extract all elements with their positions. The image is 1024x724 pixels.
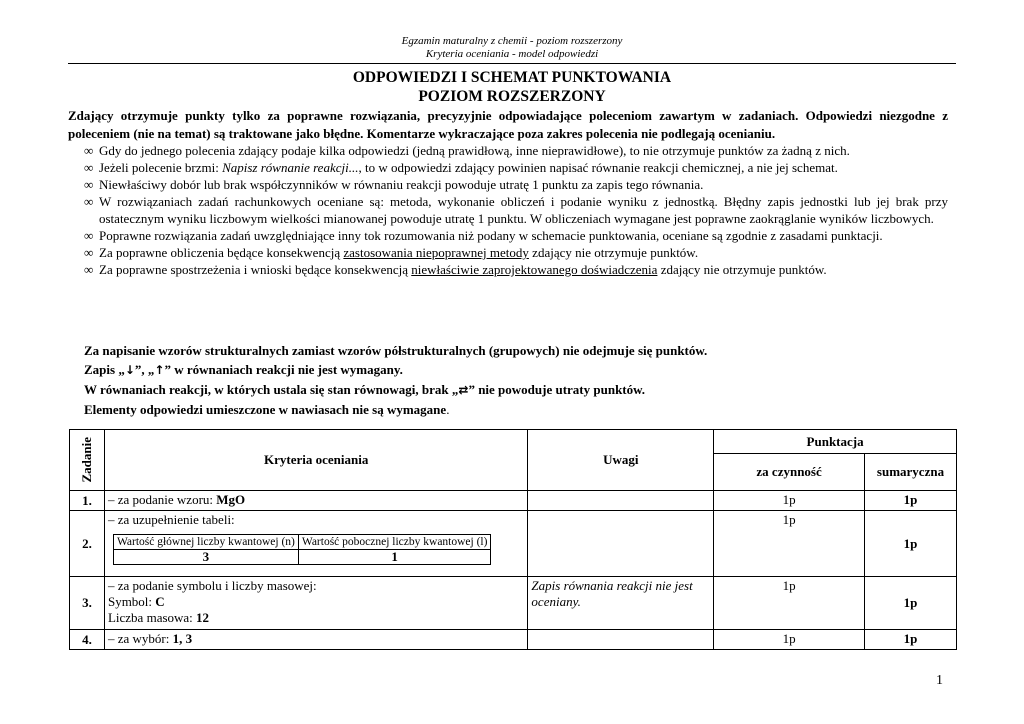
note-equilibrium: W równaniach reakcji, w których ustala się stan równowagi, brak „⇄” nie powoduje utraty punktów. <box>84 382 646 397</box>
table-row <box>70 511 957 577</box>
remarks-cell <box>528 511 714 577</box>
header-sumaryczna: sumaryczna <box>865 454 957 491</box>
remarks-cell <box>528 630 714 650</box>
points-activity: 1p <box>714 511 865 577</box>
title-line-1: ODPOWIEDZI I SCHEMAT PUNKTOWANIA <box>352 69 672 86</box>
criteria-table <box>69 429 957 650</box>
rule-item: ∞ W rozwiązaniach zadań rachunkowych oceniane są: metoda, wykonanie obliczeń i podanie wyniku z jednostką. Błędny zapis jednostki lub jej brak przy ostatecznym wyniku liczbowym wielkości mianowanej powoduje utratę 1 punktu. W obliczeniach wymagane jest poprawne zaokrąglanie wyników liczbowych. <box>84 194 948 226</box>
points-total: 1p <box>865 630 957 650</box>
inner-value-n: 3 <box>113 550 298 565</box>
note-arrows: Zapis „↓”, „↑” w równaniach reakcji nie jest wymagany. <box>84 362 403 377</box>
note-structural-formulas: Za napisanie wzorów strukturalnych zamiast wzorów półstrukturalnych (grupowych) nie odejmuje się punktów. <box>84 343 708 358</box>
rule-item: ∞ Za poprawne spostrzeżenia i wnioski będące konsekwencją niewłaściwie zaprojektowanego doświadczenia zdający nie otrzymuje punktów. <box>84 262 827 277</box>
up-arrow-icon: ↑ <box>154 363 165 377</box>
page-header <box>68 35 956 61</box>
points-total: 1p <box>865 577 957 630</box>
task-number: 3. <box>70 577 105 630</box>
document-title <box>68 68 956 106</box>
remarks-cell: Zapis równania reakcji nie jest oceniany. <box>528 577 714 630</box>
header-punktacja: Punktacja <box>714 430 957 454</box>
header-line-1: Egzamin maturalny z chemii - poziom rozszerzony <box>401 35 623 47</box>
bullet-icon: ∞ <box>84 177 94 192</box>
task-number: 4. <box>70 630 105 650</box>
table-row <box>70 491 957 511</box>
down-arrow-icon: ↓ <box>124 363 135 377</box>
criteria-cell: – za podanie symbolu i liczby masowej: Symbol: C Liczba masowa: 12 <box>104 577 527 630</box>
rules-list <box>84 142 948 278</box>
points-activity: 1p <box>714 491 865 511</box>
header-divider <box>68 63 956 64</box>
header-zadanie: Zadanie <box>70 430 105 491</box>
bullet-icon: ∞ <box>84 245 94 260</box>
header-kryteria: Kryteria oceniania <box>104 430 527 491</box>
equilibrium-arrow-icon: ⇄ <box>458 383 469 397</box>
rule-item: ∞ Poprawne rozwiązania zadań uwzględniające inny tok rozumowania niż podany w schemacie punktowania, oceniane są zgodnie z zasadami punktacji. <box>84 228 883 243</box>
bullet-icon: ∞ <box>84 228 94 243</box>
notes-block <box>84 341 948 419</box>
bullet-icon: ∞ <box>84 160 94 175</box>
criteria-cell: – za podanie wzoru: MgO <box>104 491 527 511</box>
title-line-2: POZIOM ROZSZERZONY <box>418 88 606 105</box>
bullet-icon: ∞ <box>84 262 94 277</box>
intro-paragraph: Zdający otrzymuje punkty tylko za poprawne rozwiązania, precyzyjnie odpowiadające poleceniom zawartym w zadaniach. Odpowiedzi niezgodne z poleceniem (nie na temat) są traktowane jako błędne. Komentarze wykraczające poza zakres polecenia nie podlegają ocenianiu. <box>68 108 948 141</box>
header-line-2: Kryteria oceniania - model odpowiedzi <box>425 48 599 60</box>
remarks-cell <box>528 491 714 511</box>
rule-item: ∞ Jeżeli polecenie brzmi: Napisz równanie reakcji..., to w odpowiedzi zdający powinien napisać równanie reakcji chemicznej, a nie jej schemat. <box>84 160 838 175</box>
criteria-cell: – za uzupełnienie tabeli: Wartość głównej liczby kwantowej (n) Wartość pobocznej liczby kwantowej (l) 3 1 <box>104 511 527 577</box>
task-number: 2. <box>70 511 105 577</box>
rule-item: ∞ Za poprawne obliczenia będące konsekwencją zastosowania niepoprawnej metody zdający nie otrzymuje punktów. <box>84 245 699 260</box>
page-number: 1 <box>936 673 943 688</box>
note-brackets: Elementy odpowiedzi umieszczone w nawiasach nie są wymagane. <box>84 402 450 417</box>
quantum-numbers-table <box>113 534 491 565</box>
header-za-czynnosc: za czynność <box>714 454 865 491</box>
inner-header-n: Wartość głównej liczby kwantowej (n) <box>113 535 298 550</box>
points-total: 1p <box>865 511 957 577</box>
bullet-icon: ∞ <box>84 194 94 209</box>
points-activity: 1p <box>714 630 865 650</box>
header-uwagi: Uwagi <box>528 430 714 491</box>
task-number: 1. <box>70 491 105 511</box>
table-row <box>70 630 957 650</box>
bullet-icon: ∞ <box>84 143 94 158</box>
rule-item: ∞ Gdy do jednego polecenia zdający podaje kilka odpowiedzi (jedną prawidłową, inne nieprawidłowe), to nie otrzymuje punktów za żadną z nich. <box>84 143 850 158</box>
inner-value-l: 1 <box>298 550 491 565</box>
table-row <box>70 577 957 630</box>
criteria-cell: – za wybór: 1, 3 <box>104 630 527 650</box>
points-total: 1p <box>865 491 957 511</box>
inner-header-l: Wartość pobocznej liczby kwantowej (l) <box>298 535 491 550</box>
points-activity: 1p <box>714 577 865 630</box>
rule-item: ∞ Niewłaściwy dobór lub brak współczynników w równaniu reakcji powoduje utratę 1 punktu za zapis tego równania. <box>84 177 704 192</box>
